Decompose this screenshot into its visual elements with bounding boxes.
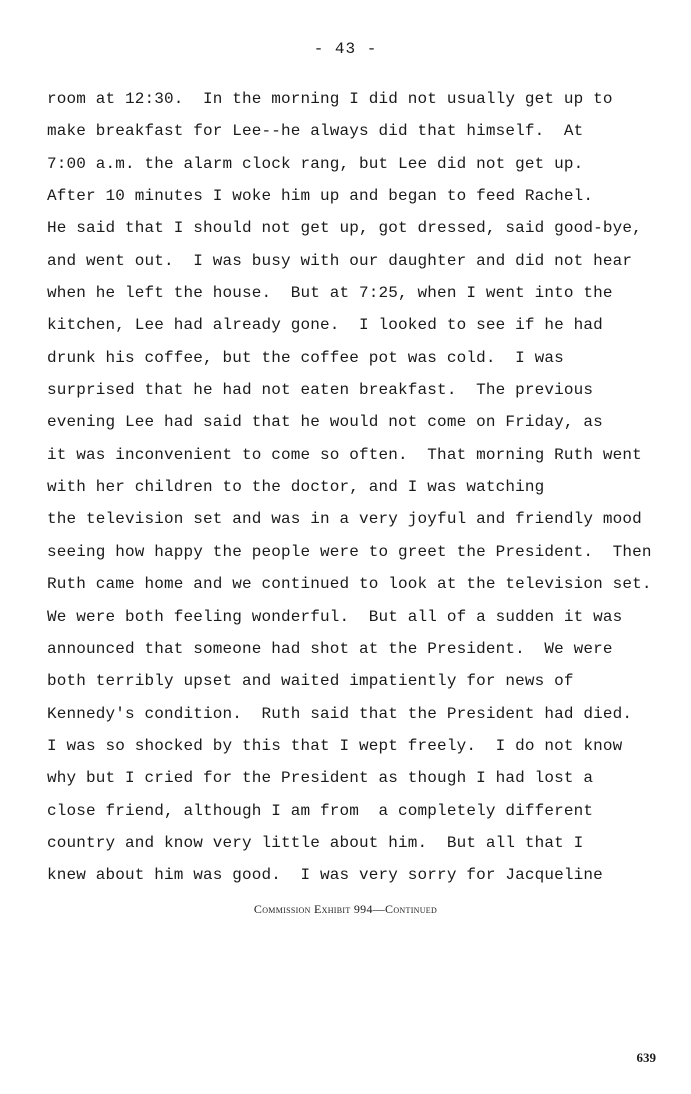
text-line: He said that I should not get up, got dressed, said good-bye,: [47, 219, 642, 238]
text-line: Ruth came home and we continued to look at the television set.: [47, 575, 652, 594]
text-line: seeing how happy the people were to greet the President. Then: [47, 542, 652, 561]
page-marker: - 43 -: [313, 40, 378, 58]
text-line: country and know very little about him. But all that I: [47, 833, 584, 852]
text-line: why but I cried for the President as though I had lost a: [47, 769, 594, 788]
text-line: kitchen, Lee had already gone. I looked to see if he had: [47, 316, 603, 335]
exhibit-caption: Commission Exhibit 994—Continued: [253, 902, 438, 916]
text-line: We were both feeling wonderful. But all of a sudden it was: [47, 607, 623, 626]
text-line: when he left the house. But at 7:25, when I went into the: [47, 284, 613, 303]
text-line: knew about him was good. I was very sorry for Jacqueline: [47, 866, 603, 885]
text-line: both terribly upset and waited impatiently for news of: [47, 672, 574, 691]
text-line: announced that someone had shot at the President. We were: [47, 639, 613, 658]
text-line: evening Lee had said that he would not come on Friday, as: [47, 413, 603, 432]
text-line: and went out. I was busy with our daughter and did not hear: [47, 251, 633, 270]
text-line: Kennedy's condition. Ruth said that the President had died.: [47, 704, 633, 723]
text-line: close friend, although I am from a completely different: [47, 801, 594, 820]
body-text: [47, 86, 667, 895]
folio-page-number: 639: [636, 1050, 656, 1065]
text-line: the television set and was in a very joyful and friendly mood: [47, 510, 642, 529]
text-line: drunk his coffee, but the coffee pot was cold. I was: [47, 348, 564, 367]
text-line: room at 12:30. In the morning I did not usually get up to: [47, 90, 613, 108]
text-line: I was so shocked by this that I wept freely. I do not know: [47, 736, 623, 755]
text-line: surprised that he had not eaten breakfast. The previous: [47, 381, 594, 400]
text-line: it was inconvenient to come so often. That morning Ruth went: [47, 445, 642, 464]
text-line: make breakfast for Lee--he always did that himself. At: [47, 122, 584, 141]
text-line: After 10 minutes I woke him up and began to feed Rachel.: [47, 187, 594, 206]
text-line: 7:00 a.m. the alarm clock rang, but Lee did not get up.: [47, 154, 584, 173]
text-line: with her children to the doctor, and I was watching: [47, 478, 545, 497]
